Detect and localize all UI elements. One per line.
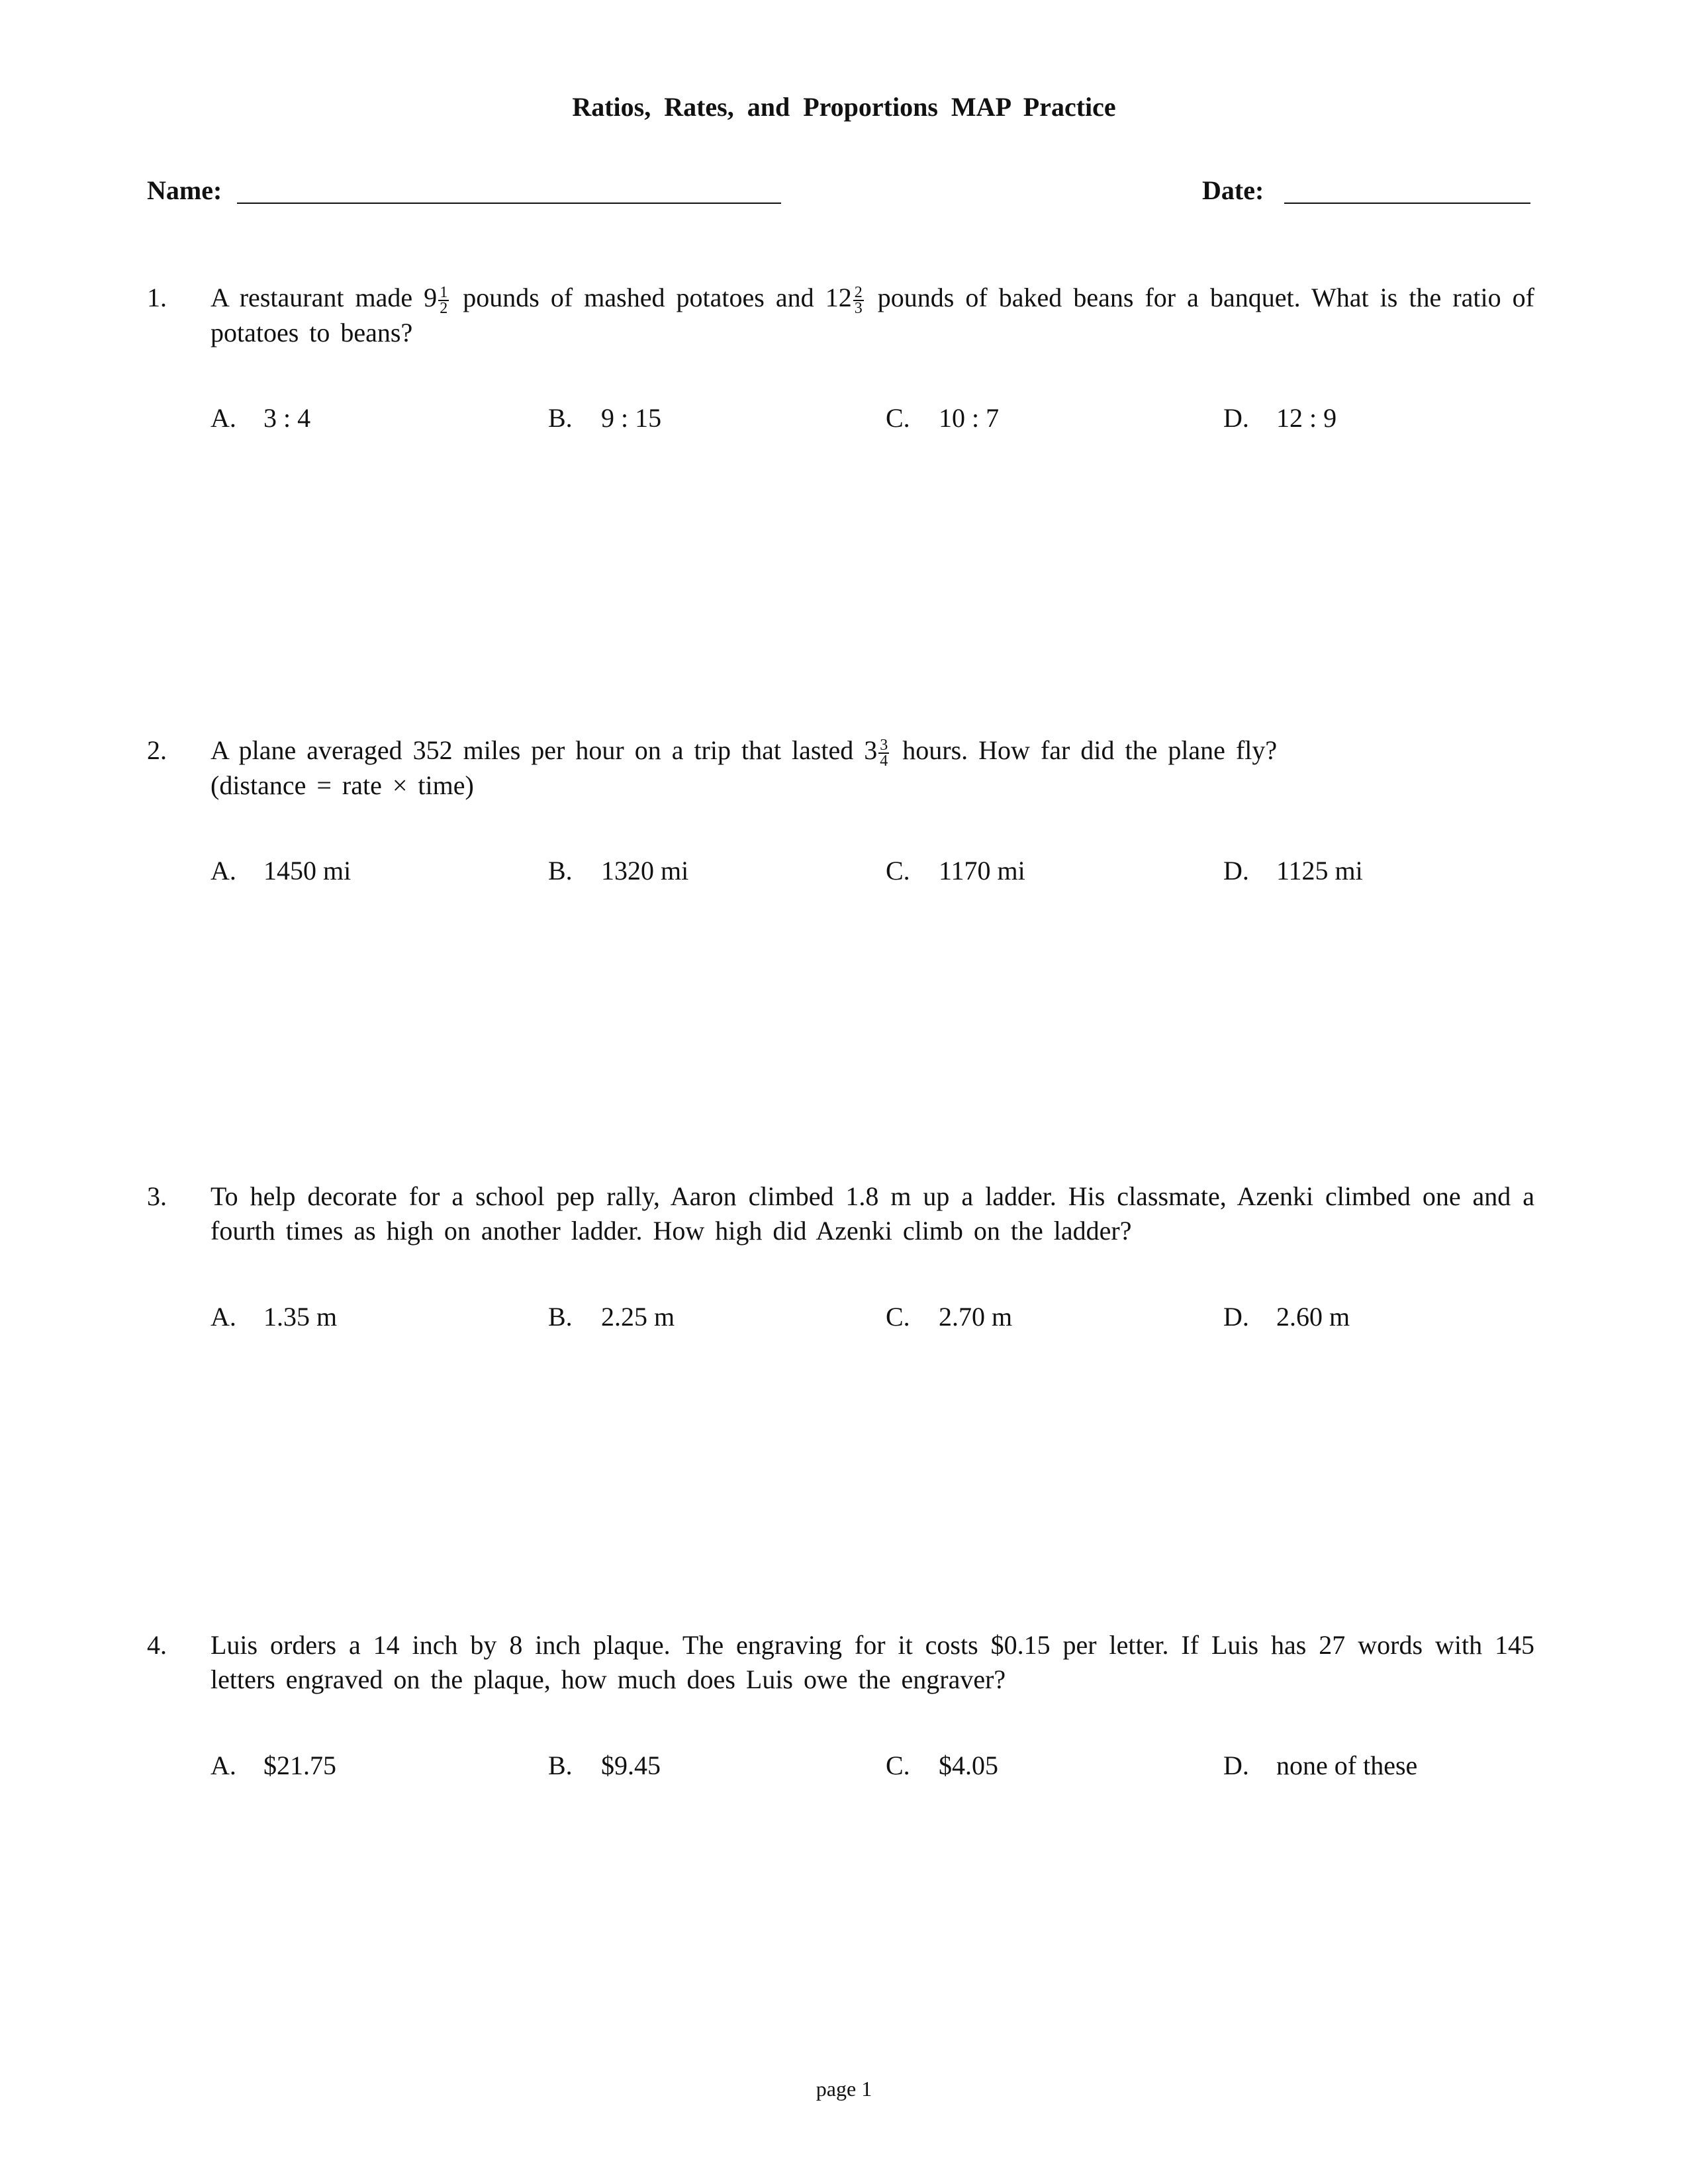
choice-d[interactable]: D. 1125 mi [1223,856,1363,886]
choice-a[interactable]: A. 1450 mi [211,856,352,886]
choice-b[interactable]: B. 9 : 15 [548,403,662,433]
answer-choices [211,1300,1534,1340]
question-text-part: pounds of mashed potatoes and 12 [463,283,852,312]
question-number: 4. [147,1630,167,1660]
question-3 [147,1179,1537,1351]
answer-choices [211,1749,1534,1788]
question-text-part: A plane averaged 352 miles per hour on a trip that lasted 3 [211,735,878,765]
choice-b[interactable]: B. 2.25 m [548,1302,675,1332]
fraction-one-half: $\frac{1}{2}$ [440,284,448,317]
question-text-part: (distance = rate × time) [211,770,474,800]
question-2 [147,733,1537,905]
choice-a[interactable]: A. 3 : 4 [211,403,311,433]
name-field-line[interactable] [237,203,781,204]
date-label: Date: [1202,175,1264,205]
choice-d[interactable]: D. 12 : 9 [1223,403,1337,433]
question-4 [147,1628,1537,1800]
answer-choices [211,854,1534,893]
fraction-three-fourths: $\frac{3}{4}$ [880,737,888,770]
question-text [211,733,1534,803]
question-1 [147,281,1537,453]
choice-c[interactable]: C. 10 : 7 [886,403,1000,433]
question-number: 2. [147,735,167,765]
choice-d[interactable]: D. 2.60 m [1223,1302,1350,1332]
answer-choices [211,401,1534,441]
question-text-part: hours. How far did the plane fly? [902,735,1278,765]
question-number: 1. [147,283,167,312]
date-field-line[interactable] [1284,203,1530,204]
choice-b[interactable]: B. $9.45 [548,1751,661,1780]
question-text-part: A restaurant made 9 [211,283,438,312]
choice-c[interactable]: C. 1170 mi [886,856,1025,886]
question-number: 3. [147,1181,167,1211]
choice-b[interactable]: B. 1320 mi [548,856,689,886]
question-text: Luis orders a 14 inch by 8 inch plaque. The engraving for it costs $0.15 per letter. If Luis has 27 words with 145 letters engraved on the plaque, how much does Luis owe the engraver? [211,1630,1534,1694]
page-number: page 1 [816,2077,872,2101]
question-text: To help decorate for a school pep rally, Aaron climbed 1.8 m up a ladder. His classmate, Azenki climbed one and a fourth times as high on another ladder. How high did Azenki climb on the ladder? [211,1181,1534,1246]
name-label: Name: [147,175,222,205]
choice-c[interactable]: C. $4.05 [886,1751,998,1780]
choice-a[interactable]: A. $21.75 [211,1751,336,1780]
page-title: Ratios, Rates, and Proportions MAP Practice [572,92,1116,122]
question-text [211,281,1534,350]
choice-a[interactable]: A. 1.35 m [211,1302,338,1332]
question-text-part: pounds of baked beans for a banquet. What is the ratio of potatoes to beans? [211,283,1534,347]
choice-d[interactable]: D. none of these [1223,1751,1418,1780]
choice-c[interactable]: C. 2.70 m [886,1302,1013,1332]
fraction-two-thirds: $\frac{2}{3}$ [854,284,863,317]
